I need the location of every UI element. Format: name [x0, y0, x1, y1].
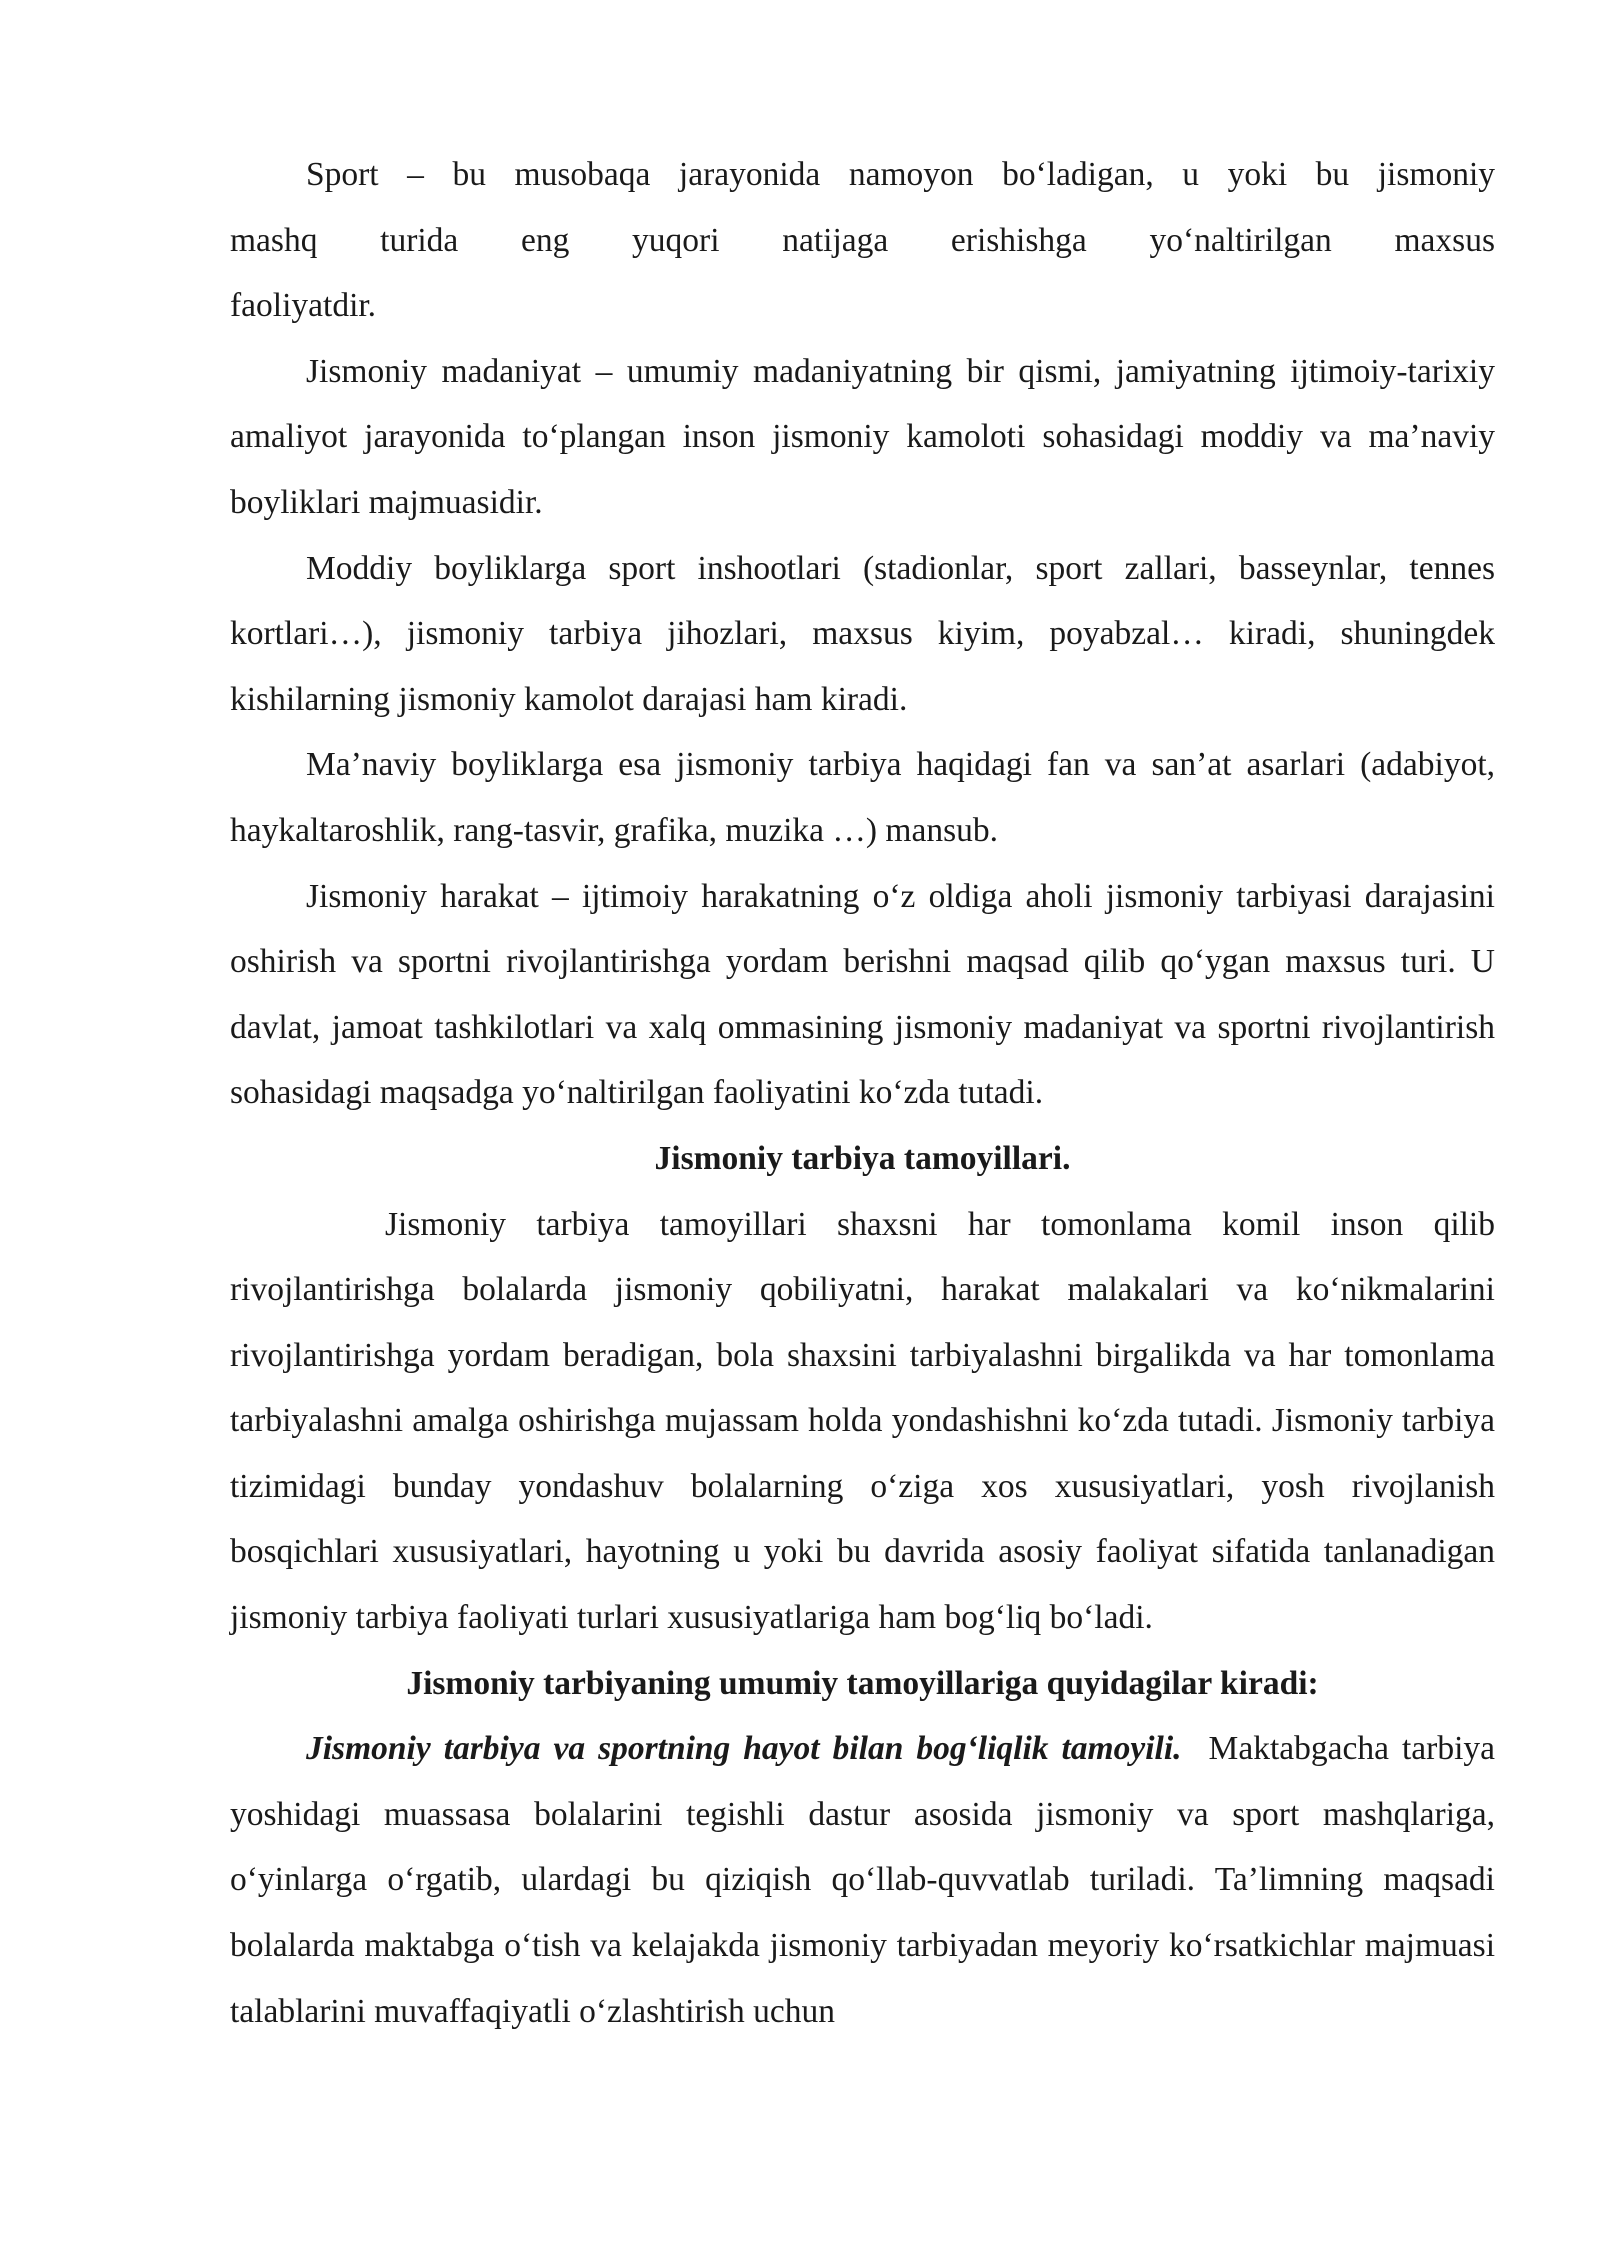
document-page	[230, 142, 1495, 2044]
text-line: mashq turida eng yuqori natijaga erishishga yo‘naltirilgan maxsus	[230, 221, 1495, 259]
text-line: Sport – bu musobaqa jarayonida namoyon bo‘ladigan, u yoki bu jismoniy	[306, 156, 1495, 193]
paragraph-spiritual-values: Ma’naviy boyliklarga esa jismoniy tarbiya haqidagi fan va san’at asarlari (adabiyot, haykaltaroshlik, rang-tasvir, grafika, muzika …) mansub.	[230, 746, 1495, 849]
paragraph-principles: Jismoniy tarbiya tamoyillari shaxsni har tomonlama komil inson qilib rivojlantirishga bolalarda jismoniy qobiliyatni, harakat malakalari va ko‘nikmalarini rivojlantirishga yordam beradigan, bola shaxsini tarbiyalashni birgalikda va har tomonlama tarbiyalashni amalga oshirishga mujassam holda yondashishni ko‘zda tutadi. Jismoniy tarbiya tizimidagi bunday yondashuv bolalarning o‘ziga xos xususiyatlari, yosh rivojlanish bosqichlari xususiyatlari, hayotning u yoki bu davrida asosiy faoliyat sifatida tanlanadigan jismoniy tarbiya faoliyati turlari xususiyatlariga ham bog‘liq bo‘ladi.	[230, 1205, 1495, 1637]
paragraph-material-values: Moddiy boyliklarga sport inshootlari (stadionlar, sport zallari, basseynlar, tennes kortlari…), jismoniy tarbiya jihozlari, maxsus kiyim, poyabzal… kiradi, shuningdek kishilarning jismoniy kamolot darajasi ham kiradi.	[230, 549, 1495, 718]
paragraph-physical-movement: Jismoniy harakat – ijtimoiy harakatning o‘z oldiga aholi jismoniy tarbiyasi darajasini oshirish va sportni rivojlantirishga yordam berishni maqsad qilib qo‘ygan maxsus turi. U davlat, jamoat tashkilotlari va xalq ommasining jismoniy madaniyat va sportni rivojlantirish sohasidagi maqsadga yo‘naltirilgan faoliyatini ko‘zda tutadi.	[230, 877, 1495, 1112]
principle-term: Jismoniy tarbiya va sportning hayot bilan bog‘liqlik tamoyili.	[306, 1730, 1182, 1768]
text-line: faoliyatdir.	[230, 287, 377, 325]
principle-text: Maktabgacha tarbiya yoshidagi muassasa bolalarini tegishli dastur asosida jismoniy va sport mashqlariga, o‘yinlarga o‘rgatib, ulardagi bu qiziqish qo‘llab-quvvatlab turiladi. Ta’limning maqsadi bolalarda maktabga o‘tish va kelajakda jismoniy tarbiyadan meyoriy ko‘rsatkichlar majmuasi talablarini muvaffaqiyatli o‘zlashtirish uchun	[230, 1730, 1495, 2030]
paragraph-life-link-principle	[230, 1716, 1495, 2044]
heading-principles: Jismoniy tarbiya tamoyillari.	[654, 1139, 1071, 1177]
heading-general-principles: Jismoniy tarbiyaning umumiy tamoyillariga quyidagilar kiradi:	[406, 1664, 1319, 1702]
paragraph-physical-culture: Jismoniy madaniyat – umumiy madaniyatning bir qismi, jamiyatning ijtimoiy-tarixiy amaliyot jarayonida to‘plangan inson jismoniy kamoloti sohasidagi moddiy va ma’naviy boyliklari majmuasidir.	[230, 352, 1495, 521]
paragraph-sport-definition	[230, 142, 1495, 339]
